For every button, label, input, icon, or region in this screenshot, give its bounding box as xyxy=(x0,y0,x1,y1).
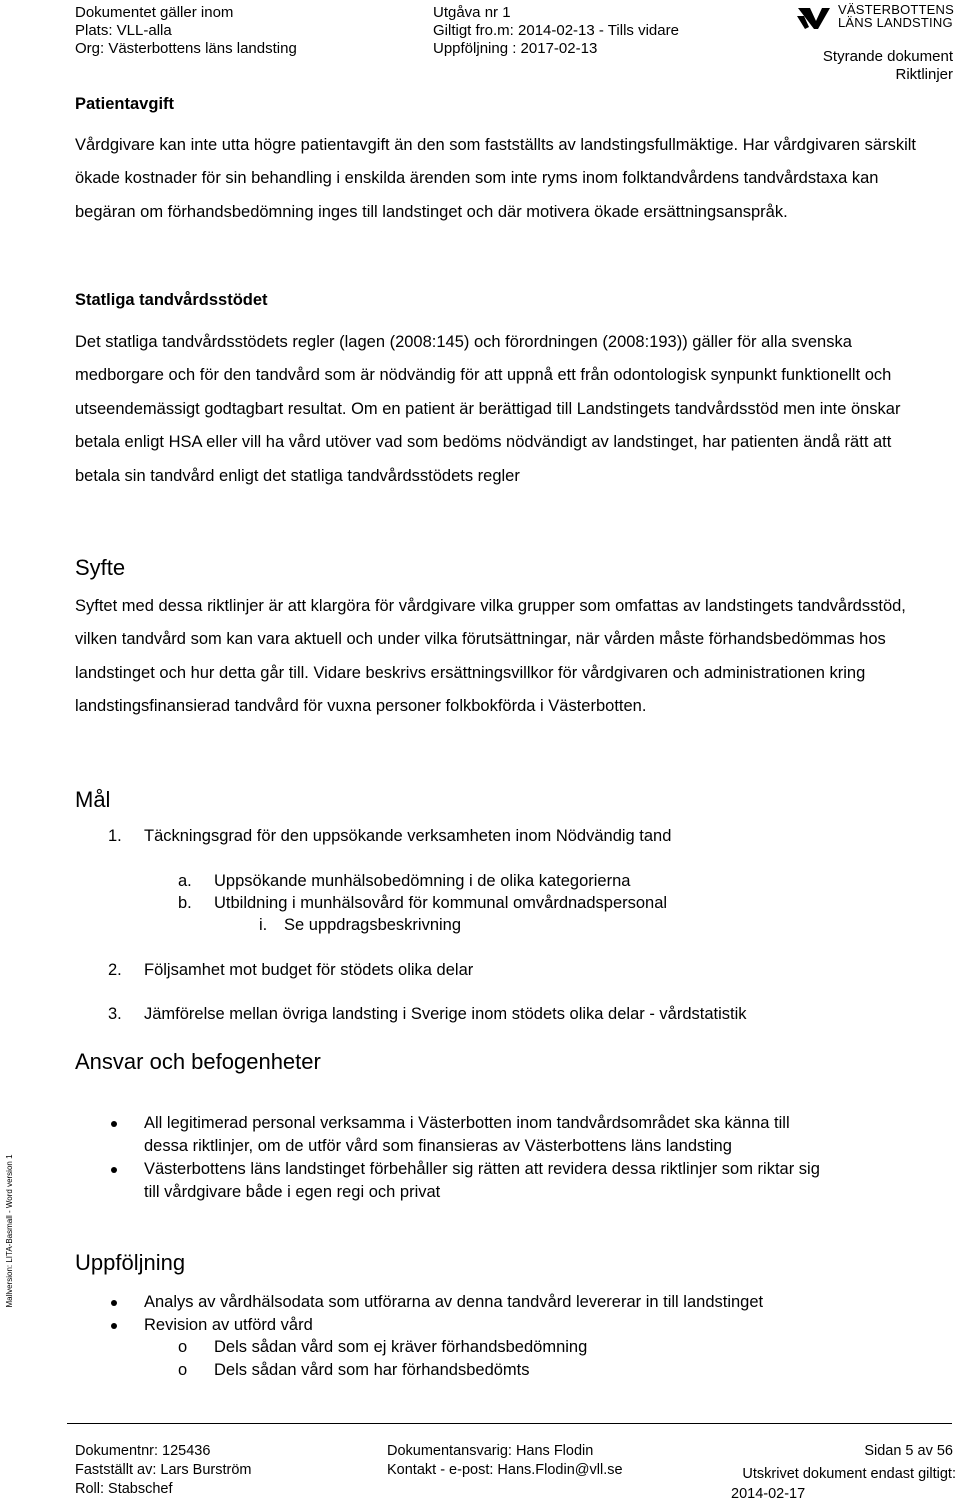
print-validity-label: Utskrivet dokument endast giltigt: xyxy=(742,1466,956,1482)
bullet-icon xyxy=(111,1300,117,1306)
responsibility-line: dessa riktlinjer, om de utför vård som finansieras av Västerbottens läns landsting xyxy=(144,1137,732,1155)
subgoal-text: Utbildning i munhälsovård för kommunal omvårdnadspersonal xyxy=(214,894,668,912)
page-number: Sidan 5 av 56 xyxy=(864,1443,953,1459)
goal-number: 3. xyxy=(108,1005,122,1023)
followup-subitem: Dels sådan vård som ej kräver förhandsbedömning xyxy=(214,1338,588,1356)
heading-statliga: Statliga tandvårdsstödet xyxy=(75,291,268,309)
goal-number: 1. xyxy=(108,827,122,845)
header-place: Plats: VLL-alla xyxy=(75,22,172,39)
header-followup: Uppföljning : 2017-02-13 xyxy=(433,40,598,57)
circle-bullet-icon: o xyxy=(178,1338,188,1356)
goal-text: Täckningsgrad för den uppsökande verksamheten inom Nödvändig tand xyxy=(144,827,672,845)
paragraph-statliga: Det statliga tandvårdsstödets regler (lagen (2008:145) och förordningen (2008:193)) gäller för alla svenska medborgare och för den tandvård som är nödvändig för att uppnå ett från odontologisk synpunkt funktionellt och utseendemässigt godtagbart resultat. Om en patient är berättigad till Landstingets tandvårdsstöd men inte önskar betala enligt HSA eller vill ha vård utöver vad som bedöms nödvändigt av landstinget, har patienten ändå rätt att betala sin tandvård enligt det statliga tandvårdsstödets regler xyxy=(75,333,901,485)
footer-doc-number: Dokumentnr: 125436 xyxy=(75,1443,211,1459)
header-edition: Utgåva nr 1 xyxy=(433,4,511,21)
doc-type: Styrande dokument xyxy=(822,48,953,65)
footer-contact: Kontakt - e-post: Hans.Flodin@vll.se xyxy=(387,1462,623,1478)
paragraph-syfte: Syftet med dessa riktlinjer är att klargöra för vårdgivare vilka grupper som omfattas av landstingets tandvårdsstöd, vilken tandvård som kan vara aktuell och under vilka förutsättningar, när vården måste förhandsbedömmas hos landstinget och hur detta går till. Vidare beskrivs ersättningsvillkor för vårdgivaren och administrationen kring landstingsfinansierad tandvård för vuxna personer folkbokförda i Västerbotten. xyxy=(75,597,906,716)
heading-syfte: Syfte xyxy=(75,555,126,580)
bullet-icon xyxy=(111,1121,117,1127)
footer-divider xyxy=(67,1423,952,1424)
doc-subtype: Riktlinjer xyxy=(895,66,953,83)
followup-subitem: Dels sådan vård som har förhandsbedömts xyxy=(214,1361,530,1379)
heading-ansvar: Ansvar och befogenheter xyxy=(75,1049,321,1074)
subgoal-letter: b. xyxy=(178,894,192,912)
paragraph-patientavgift: Vårdgivare kan inte utta högre patientavgift än den som fastställts av landstingsfullmäktige. Har vårdgivaren särskilt ökade kostnader för sin behandling i enskilda ärenden som inte ryms inom folktandvårdens tandvårdstaxa kan begäran om förhandsbedömning inges till landstinget och där motivera ökade ersättningsanspråk. xyxy=(75,136,917,221)
goal-number: 2. xyxy=(108,961,122,979)
followup-item: Analys av vårdhälsodata som utförarna av denna tandvård levererar in till landstinget xyxy=(144,1293,764,1311)
footer-role: Roll: Stabschef xyxy=(75,1481,173,1497)
heading-uppfoljning: Uppföljning xyxy=(75,1250,186,1275)
bullet-icon xyxy=(111,1167,117,1173)
goal-text: Jämförelse mellan övriga landsting i Sverige inom stödets olika delar - vårdstatistik xyxy=(144,1005,747,1023)
subgoal-text: Uppsökande munhälsobedömning i de olika kategorierna xyxy=(214,872,631,890)
heading-patientavgift: Patientavgift xyxy=(75,95,175,113)
goal-text: Följsamhet mot budget för stödets olika delar xyxy=(144,961,474,979)
subsubgoal-text: Se uppdragsbeskrivning xyxy=(284,916,462,934)
template-version: Mallversion: LITA-Basmall - Word version 1 xyxy=(5,1154,14,1308)
logo-text-line1: VÄSTERBOTTENS xyxy=(838,2,955,17)
vll-logo-icon xyxy=(796,5,832,31)
subgoal-letter: a. xyxy=(178,872,192,890)
header-valid: Giltigt fro.m: 2014-02-13 - Tills vidare xyxy=(433,22,679,39)
print-date: 2014-02-17 xyxy=(731,1486,806,1502)
circle-bullet-icon: o xyxy=(178,1361,188,1379)
header-org: Org: Västerbottens läns landsting xyxy=(75,40,297,57)
logo-text-line2: LÄNS LANDSTING xyxy=(838,15,953,30)
footer-responsible: Dokumentansvarig: Hans Flodin xyxy=(387,1443,594,1459)
followup-item: Revision av utförd vård xyxy=(144,1316,313,1334)
subsubgoal-numeral: i. xyxy=(259,916,268,934)
header-scope: Dokumentet gäller inom xyxy=(75,4,234,21)
responsibility-line: Västerbottens läns landstinget förbehåller sig rätten att revidera dessa riktlinjer som riktar sig xyxy=(144,1160,820,1178)
responsibility-line: till vårdgivare både i egen regi och privat xyxy=(144,1183,441,1201)
heading-mal: Mål xyxy=(75,787,111,812)
bullet-icon xyxy=(111,1323,117,1329)
responsibility-line: All legitimerad personal verksamma i Västerbotten inom tandvårdsområdet ska känna till xyxy=(144,1114,790,1132)
footer-approved-by: Fastställt av: Lars Burström xyxy=(75,1462,252,1478)
